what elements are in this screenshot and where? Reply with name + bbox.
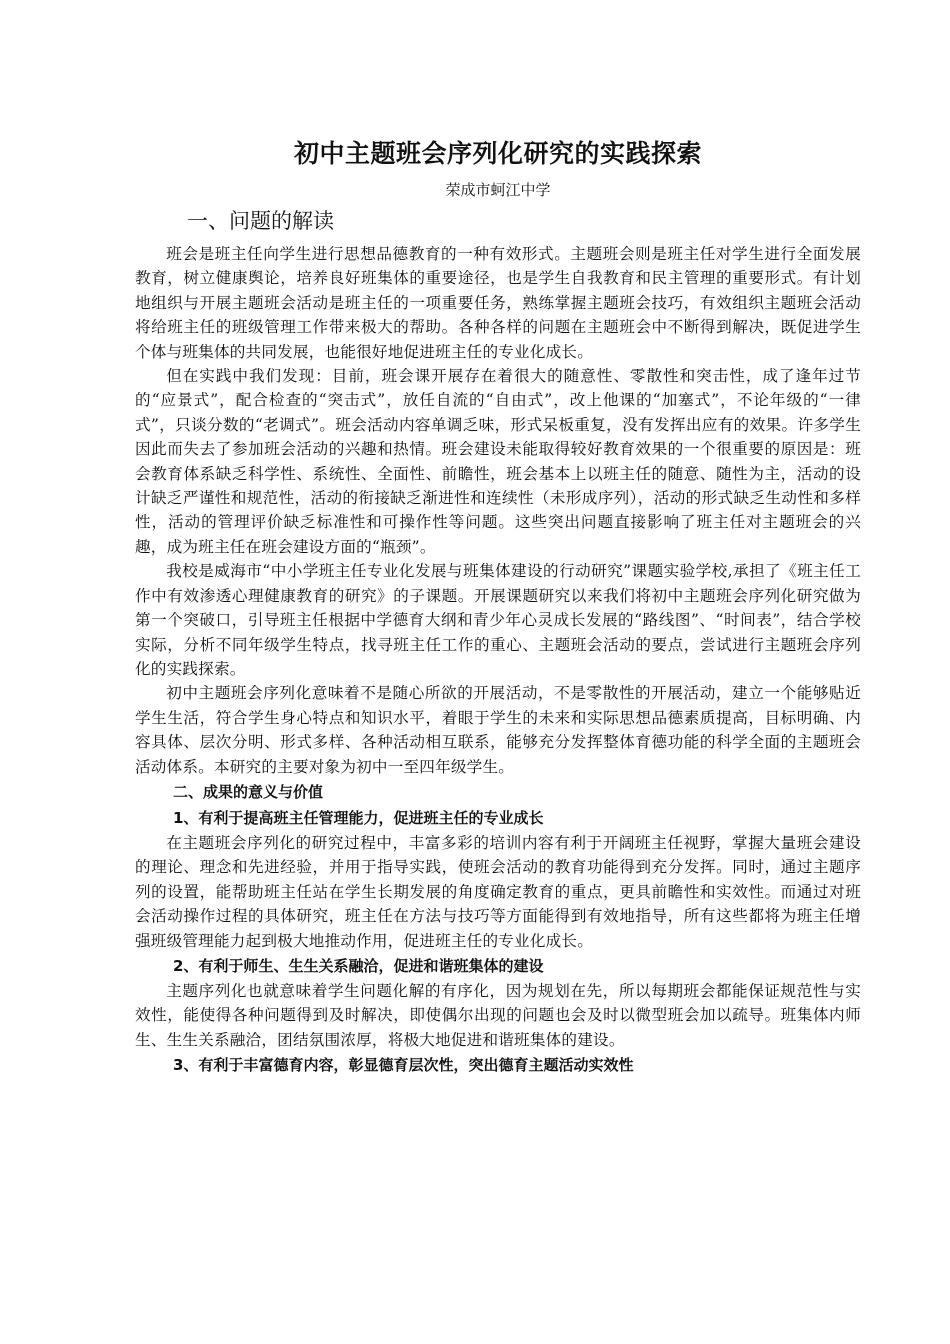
subsection-1-heading: 1、有利于提高班主任管理能力，促进班主任的专业成长 xyxy=(173,808,544,827)
subsection-2-paragraph: 主题序列化也就意味着学生问题化解的有序化，因为规划在先，所以每期班会都能保证规范性与实效性，能使得各种问题得到及时解决，即使偶尔出现的问题也会及时以微型班会加以疏导。班集体内师生、生生关系融洽，团结氛围浓厚，将极大地促进和谐班集体的建设。 xyxy=(135,981,861,1049)
document-title: 初中主题班会序列化研究的实践探索 xyxy=(293,139,702,168)
section-1-paragraph-2: 但在实践中我们发现：目前，班会课开展存在着很大的随意性、零散性和突击性，成了逢年过节的“应景式”，配合检查的“突击式”，放任自流的“自由式”，改上他课的“加塞式”，不论年级的“一律式”，只谈分数的“老调式”。班会活动内容单调乏味，形式呆板重复，没有发挥出应有的效果。许多学生因此而失去了参加班会活动的兴趣和热情。班会建设未能取得较好教育效果的一个很重要的原因是：班会教育体系缺乏科学性、系统性、全面性、前瞻性，班会基本上以班主任的随意、随性为主，活动的设计缺乏严谨性和规范性，活动的衔接缺乏渐进性和连续性（未形成序列），活动的形式缺乏生动性和多样性，活动的管理评价缺乏标准性和可操作性等问题。这些突出问题直接影响了班主任对主题班会的兴趣，成为班主任在班会建设方面的“瓶颈”。 xyxy=(135,367,861,556)
section-1-heading: 一、问题的解读 xyxy=(187,209,334,233)
document-page xyxy=(135,128,861,1078)
section-1-paragraph-4: 初中主题班会序列化意味着不是随心所欲的开展活动，不是零散性的开展活动，建立一个能够贴近学生生活，符合学生身心特点和知识水平，着眼于学生的未来和实际思想品德素质提高，目标明确、内容具体、层次分明、形式多样、各种活动相互联系，能够充分发挥整体育德功能的科学全面的主题班会活动体系。本研究的主要对象为初中一至四年级学生。 xyxy=(135,684,861,776)
document-author: 荣成市蚵江中学 xyxy=(445,181,551,199)
subsection-2-heading: 2、有利于师生、生生关系融洽，促进和谐班集体的建设 xyxy=(173,956,544,975)
section-1-paragraph-1: 班会是班主任向学生进行思想品德教育的一种有效形式。主题班会则是班主任对学生进行全面发展教育，树立健康舆论，培养良好班集体的重要途径，也是学生自我教育和民主管理的重要形式。有计划地组织与开展主题班会活动是班主任的一项重要任务，熟练掌握主题班会技巧，有效组织主题班会活动将给班主任的班级管理工作带来极大的帮助。各种各样的问题在主题班会中不断得到解决，既促进学生个体与班集体的共同发展，也能很好地促进班主任的专业化成长。 xyxy=(135,245,861,361)
subsection-1-paragraph: 在主题班会序列化的研究过程中，丰富多彩的培训内容有利于开阔班主任视野，掌握大量班会建设的理论、理念和先进经验，并用于指导实践，使班会活动的教育功能得到充分发挥。同时，通过主题序列的设置，能帮助班主任站在学生长期发展的角度确定教育的重点，更具前瞻性和实效性。而通过对班会活动操作过程的具体研究，班主任在方法与技巧等方面能得到有效地指导，所有这些都将为班主任增强班级管理能力起到极大地推动作用，促进班主任的专业化成长。 xyxy=(135,833,861,950)
subsection-3-heading: 3、有利于丰富德育内容，彰显德育层次性，突出德育主题活动实效性 xyxy=(173,1056,634,1075)
section-2-heading: 二、成果的意义与价值 xyxy=(173,782,324,801)
section-1-paragraph-3: 我校是威海市“中小学班主任专业化发展与班集体建设的行动研究”课题实验学校,承担了《班主任工作中有效渗透心理健康教育的研究》的子课题。开展课题研究以来我们将初中主题班会序列化研究做为第一个突破口，引导班主任根据中学德育大纲和青少年心灵成长发展的“路线图”、“时间表”，结合学校实际，分析不同年级学生特点，找寻班主任工作的重心、主题班会活动的要点，尝试进行主题班会序列化的实践探索。 xyxy=(135,562,861,678)
